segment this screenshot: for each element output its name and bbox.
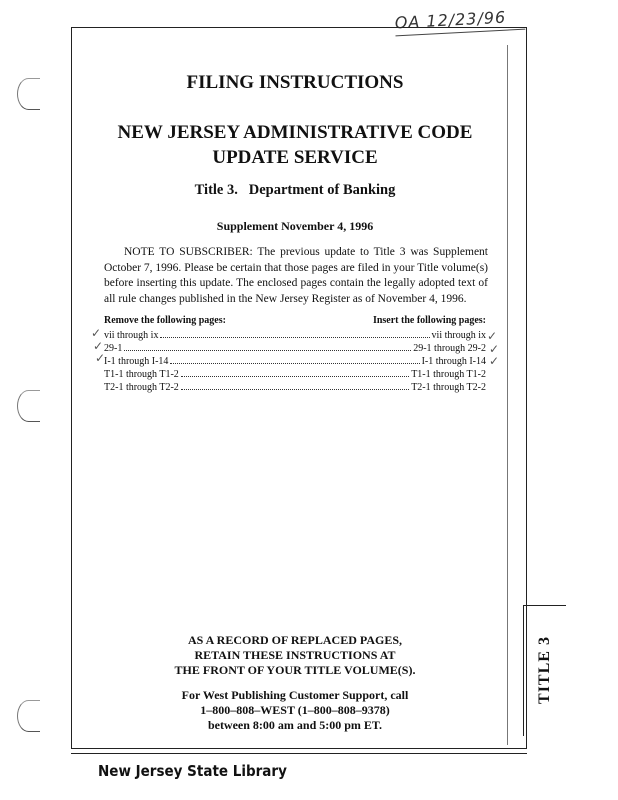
supplement-date: Supplement November 4, 1996	[216, 219, 374, 233]
checkmark-icon: ✓	[95, 351, 106, 365]
subscriber-note: NOTE TO SUBSCRIBER: The previous update to Title 3 was Supplement October 7, 1996. Please be certain that those pages are filed in your Title volume(s) before inserting this update. The enclosed pages contain the legally adopted text of all rule changes published in the New Jersey Register as of November 4, 1996.	[104, 246, 488, 305]
pages-table	[104, 315, 486, 393]
record-notice: AS A RECORD OF REPLACED PAGES, RETAIN THESE INSTRUCTIONS AT THE FRONT OF YOUR TITLE VOLUME(S).	[174, 633, 416, 677]
checkmark-icon: ✓	[93, 339, 104, 353]
customer-support: For West Publishing Customer Support, call 1–800–808–WEST (1–800–808–9378) between 8:00 am and 5:00 pm ET.	[181, 688, 409, 732]
page-title: FILING INSTRUCTIONS	[186, 72, 404, 93]
remove-header: Remove the following pages:	[104, 315, 226, 326]
binder-hole-middle	[17, 390, 40, 422]
library-stamp: New Jersey State Library	[98, 762, 287, 780]
pages-table-header	[104, 315, 486, 328]
handwritten-annotation: OA 12/23/96	[394, 7, 525, 44]
title-tab	[524, 605, 566, 735]
table-row: vii through ix vii through ix	[104, 330, 486, 341]
title-tab-label: TITLE 3	[536, 636, 554, 704]
checkmark-icon: ✓	[487, 329, 498, 343]
checkmark-icon: ✓	[489, 354, 500, 368]
insert-header: Insert the following pages:	[372, 315, 486, 326]
binder-hole-top	[17, 78, 40, 110]
code-heading: NEW JERSEY ADMINISTRATIVE CODE UPDATE SERVICE	[117, 122, 473, 168]
table-row: T1-1 through T1-2 T1-1 through T1-2	[104, 369, 486, 380]
checkmark-icon: ✓	[489, 342, 500, 356]
binder-hole-bottom	[17, 700, 40, 732]
table-row: I-1 through I-14 I-1 through I-14	[104, 356, 486, 367]
table-row: 29-1 29-1 through 29-2	[104, 343, 486, 354]
table-row: T2-1 through T2-2 T2-1 through T2-2	[104, 382, 486, 393]
title-department: Title 3. Department of Banking	[194, 182, 396, 198]
checkmark-icon: ✓	[91, 326, 102, 340]
